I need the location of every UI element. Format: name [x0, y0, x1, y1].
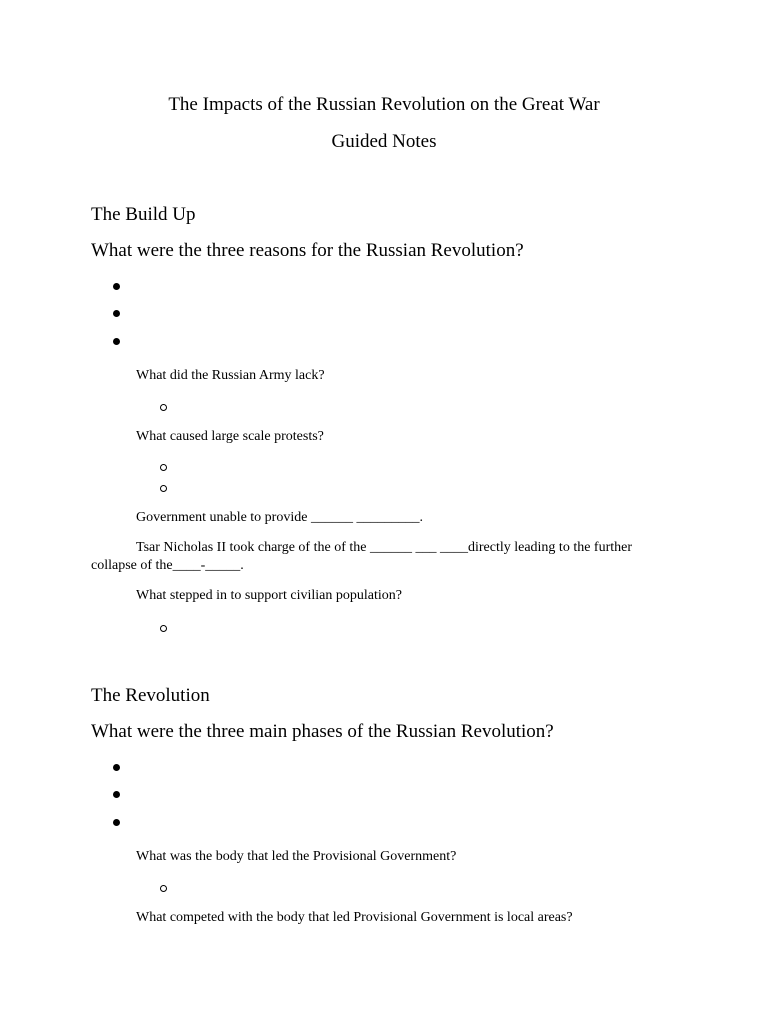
fill-in-government: Government unable to provide ______ _________.	[136, 510, 423, 525]
section-question-reasons: What were the three reasons for the Russian Revolution?	[91, 240, 524, 261]
fill-in-tsar-line2: collapse of the____-_____.	[91, 558, 244, 573]
sub-bullet-point	[160, 880, 168, 898]
sub-bullet-point	[160, 399, 168, 417]
section-heading-build-up: The Build Up	[91, 204, 196, 225]
fill-in-tsar-line1: Tsar Nicholas II took charge of the of the ______ ___ ____directly leading to the further	[136, 540, 633, 555]
sub-bullet-point	[160, 620, 168, 638]
question-large-protests: What caused large scale protests?	[136, 429, 324, 444]
question-provisional-body: What was the body that led the Provisional Government?	[136, 849, 457, 864]
sub-bullet-point	[160, 480, 168, 498]
bullet-point	[112, 757, 122, 779]
sub-bullet-point	[160, 459, 168, 477]
bullet-point	[112, 276, 122, 298]
document-subtitle: Guided Notes	[331, 131, 437, 152]
section-question-phases: What were the three main phases of the Russian Revolution?	[91, 721, 554, 742]
bullet-point	[112, 331, 122, 353]
document-title: The Impacts of the Russian Revolution on the Great War	[168, 94, 600, 115]
question-competed-local: What competed with the body that led Provisional Government is local areas?	[136, 910, 573, 925]
bullet-point	[112, 812, 122, 834]
question-stepped-in: What stepped in to support civilian population?	[136, 588, 402, 603]
section-heading-revolution: The Revolution	[91, 685, 210, 706]
bullet-point	[112, 784, 122, 806]
bullet-point	[112, 303, 122, 325]
question-army-lack: What did the Russian Army lack?	[136, 368, 325, 383]
